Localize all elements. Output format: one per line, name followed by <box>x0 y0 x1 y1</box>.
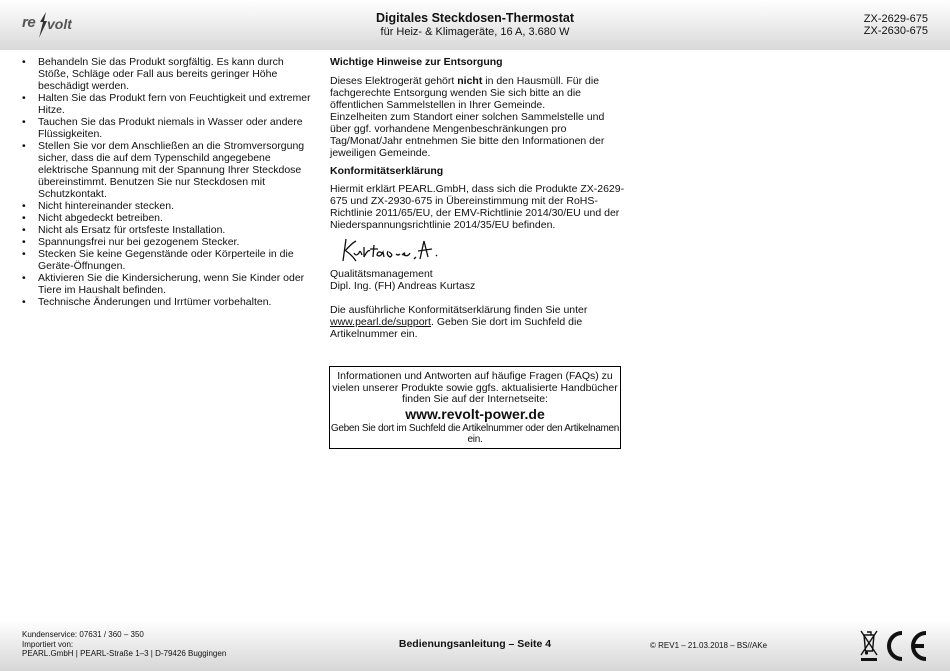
conformity-text: Hiermit erklärt PEARL.GmbH, dass sich die Produkte ZX-2629-675 und ZX-2930-675 in Übereinstimmung mit der RoHS-Richtlinie 2011/65/EU, der EMV-Richtlinie 2014/30/EU und der Niederspannungsrichtlinie 2014/35/EU befinden. <box>330 183 625 231</box>
weee-bin-icon <box>858 629 880 663</box>
list-item: • Halten Sie das Produkt fern von Feuchtigkeit und extremer Hitze. <box>38 92 312 116</box>
disposal-paragraph: Dieses Elektrogerät gehört nicht in den Hausmüll. Für die fachgerechte Entsorgung wenden Sie sich bitte an die öffentlichen Sammelstellen in Ihrer Gemeinde. <box>330 75 600 111</box>
page-label: Bedienungsanleitung – Seite 4 <box>398 638 552 650</box>
list-item: • Nicht abgedeckt betreiben. <box>38 212 312 224</box>
document-title: Digitales Steckdosen-Thermostat <box>376 11 574 25</box>
ce-mark-icon <box>884 630 928 662</box>
model-numbers <box>864 13 928 37</box>
list-item: • Tauchen Sie das Produkt niemals in Wasser oder andere Flüssigkeiten. <box>38 116 312 140</box>
disposal-heading: Wichtige Hinweise zur Entsorgung <box>330 56 503 68</box>
list-item: • Behandeln Sie das Produkt sorgfältig. Es kann durch Stöße, Schläge oder Fall aus bereits geringer Höhe beschädigt werden. <box>38 56 312 92</box>
importer-address: PEARL.GmbH | PEARL-Straße 1–3 | D-79426 Buggingen <box>22 649 227 658</box>
disposal-and-conformity <box>330 56 625 340</box>
model-number: ZX-2629-675 <box>863 13 928 25</box>
page-header <box>0 0 950 50</box>
model-number: ZX-2630-675 <box>863 25 928 37</box>
svg-text:volt: volt <box>47 16 72 32</box>
signature <box>340 235 450 265</box>
importer-label: Importiert von: <box>22 639 74 649</box>
safety-list <box>22 56 312 308</box>
disposal-details: Einzelheiten zum Standort einer solchen Sammelstelle und über ggf. vorhandene Mengenbeschränkungen pro Tag/Monat/Jahr entnehmen Sie bitte den Informationen der jeweiligen Gemeinde. <box>330 111 605 159</box>
revolt-logo: re volt <box>22 12 72 38</box>
list-item: • Spannungsfrei nur bei gezogenem Stecker. <box>38 236 312 248</box>
list-item: • Technische Änderungen und Irrtümer vorbehalten. <box>38 296 312 308</box>
support-link[interactable]: www.pearl.de/support <box>330 316 431 328</box>
list-item: • Nicht hintereinander stecken. <box>38 200 312 212</box>
safety-instructions <box>22 56 312 308</box>
faq-url-link[interactable]: www.revolt-power.de <box>405 405 545 422</box>
revision-note: © REV1 – 21.03.2018 – BS//AKe <box>650 641 768 650</box>
page-footer <box>0 620 950 671</box>
signer-role: Qualitätsmanagement <box>330 268 433 280</box>
faq-note: Geben Sie dort im Suchfeld die Artikelnummer oder den Artikelnamen ein. <box>330 422 620 445</box>
list-item: • Stellen Sie vor dem Anschließen an die Stromversorgung sicher, dass die auf dem Typenschild angegebene elektrische Spannung mit der Spannung Ihrer Steckdose übereinstimmt. Benutzen Sie nur Steckdosen mit Schutzkontakt. <box>38 140 312 200</box>
list-item: • Aktivieren Sie die Kindersicherung, wenn Sie Kinder oder Tiere im Haushalt befinden. <box>38 272 312 296</box>
signer-name: Dipl. Ing. (FH) Andreas Kurtasz <box>330 280 476 292</box>
faq-text: Informationen und Antworten auf häufige Fragen (FAQs) zu vielen unserer Produkte sowie ggfs. aktualisierte Handbücher finden Sie auf der Internetseite: <box>332 370 618 405</box>
customer-service: Kundenservice: 07631 / 360 – 350 <box>22 630 144 639</box>
conformity-heading: Konformitätserklärung <box>330 165 444 177</box>
list-item: • Nicht als Ersatz für ortsfeste Installation. <box>38 224 312 236</box>
list-item: • Stecken Sie keine Gegenstände oder Körperteile in die Geräte-Öffnungen. <box>38 248 312 272</box>
full-declaration-note: Die ausführliche Konformitätserklärung finden Sie unter www.pearl.de/support. Geben Sie dort im Suchfeld die Artikelnummer ein. <box>330 304 588 340</box>
faq-info-box <box>329 366 621 449</box>
document-subtitle: für Heiz- & Klimageräte, 16 A, 3.680 W <box>380 26 570 38</box>
